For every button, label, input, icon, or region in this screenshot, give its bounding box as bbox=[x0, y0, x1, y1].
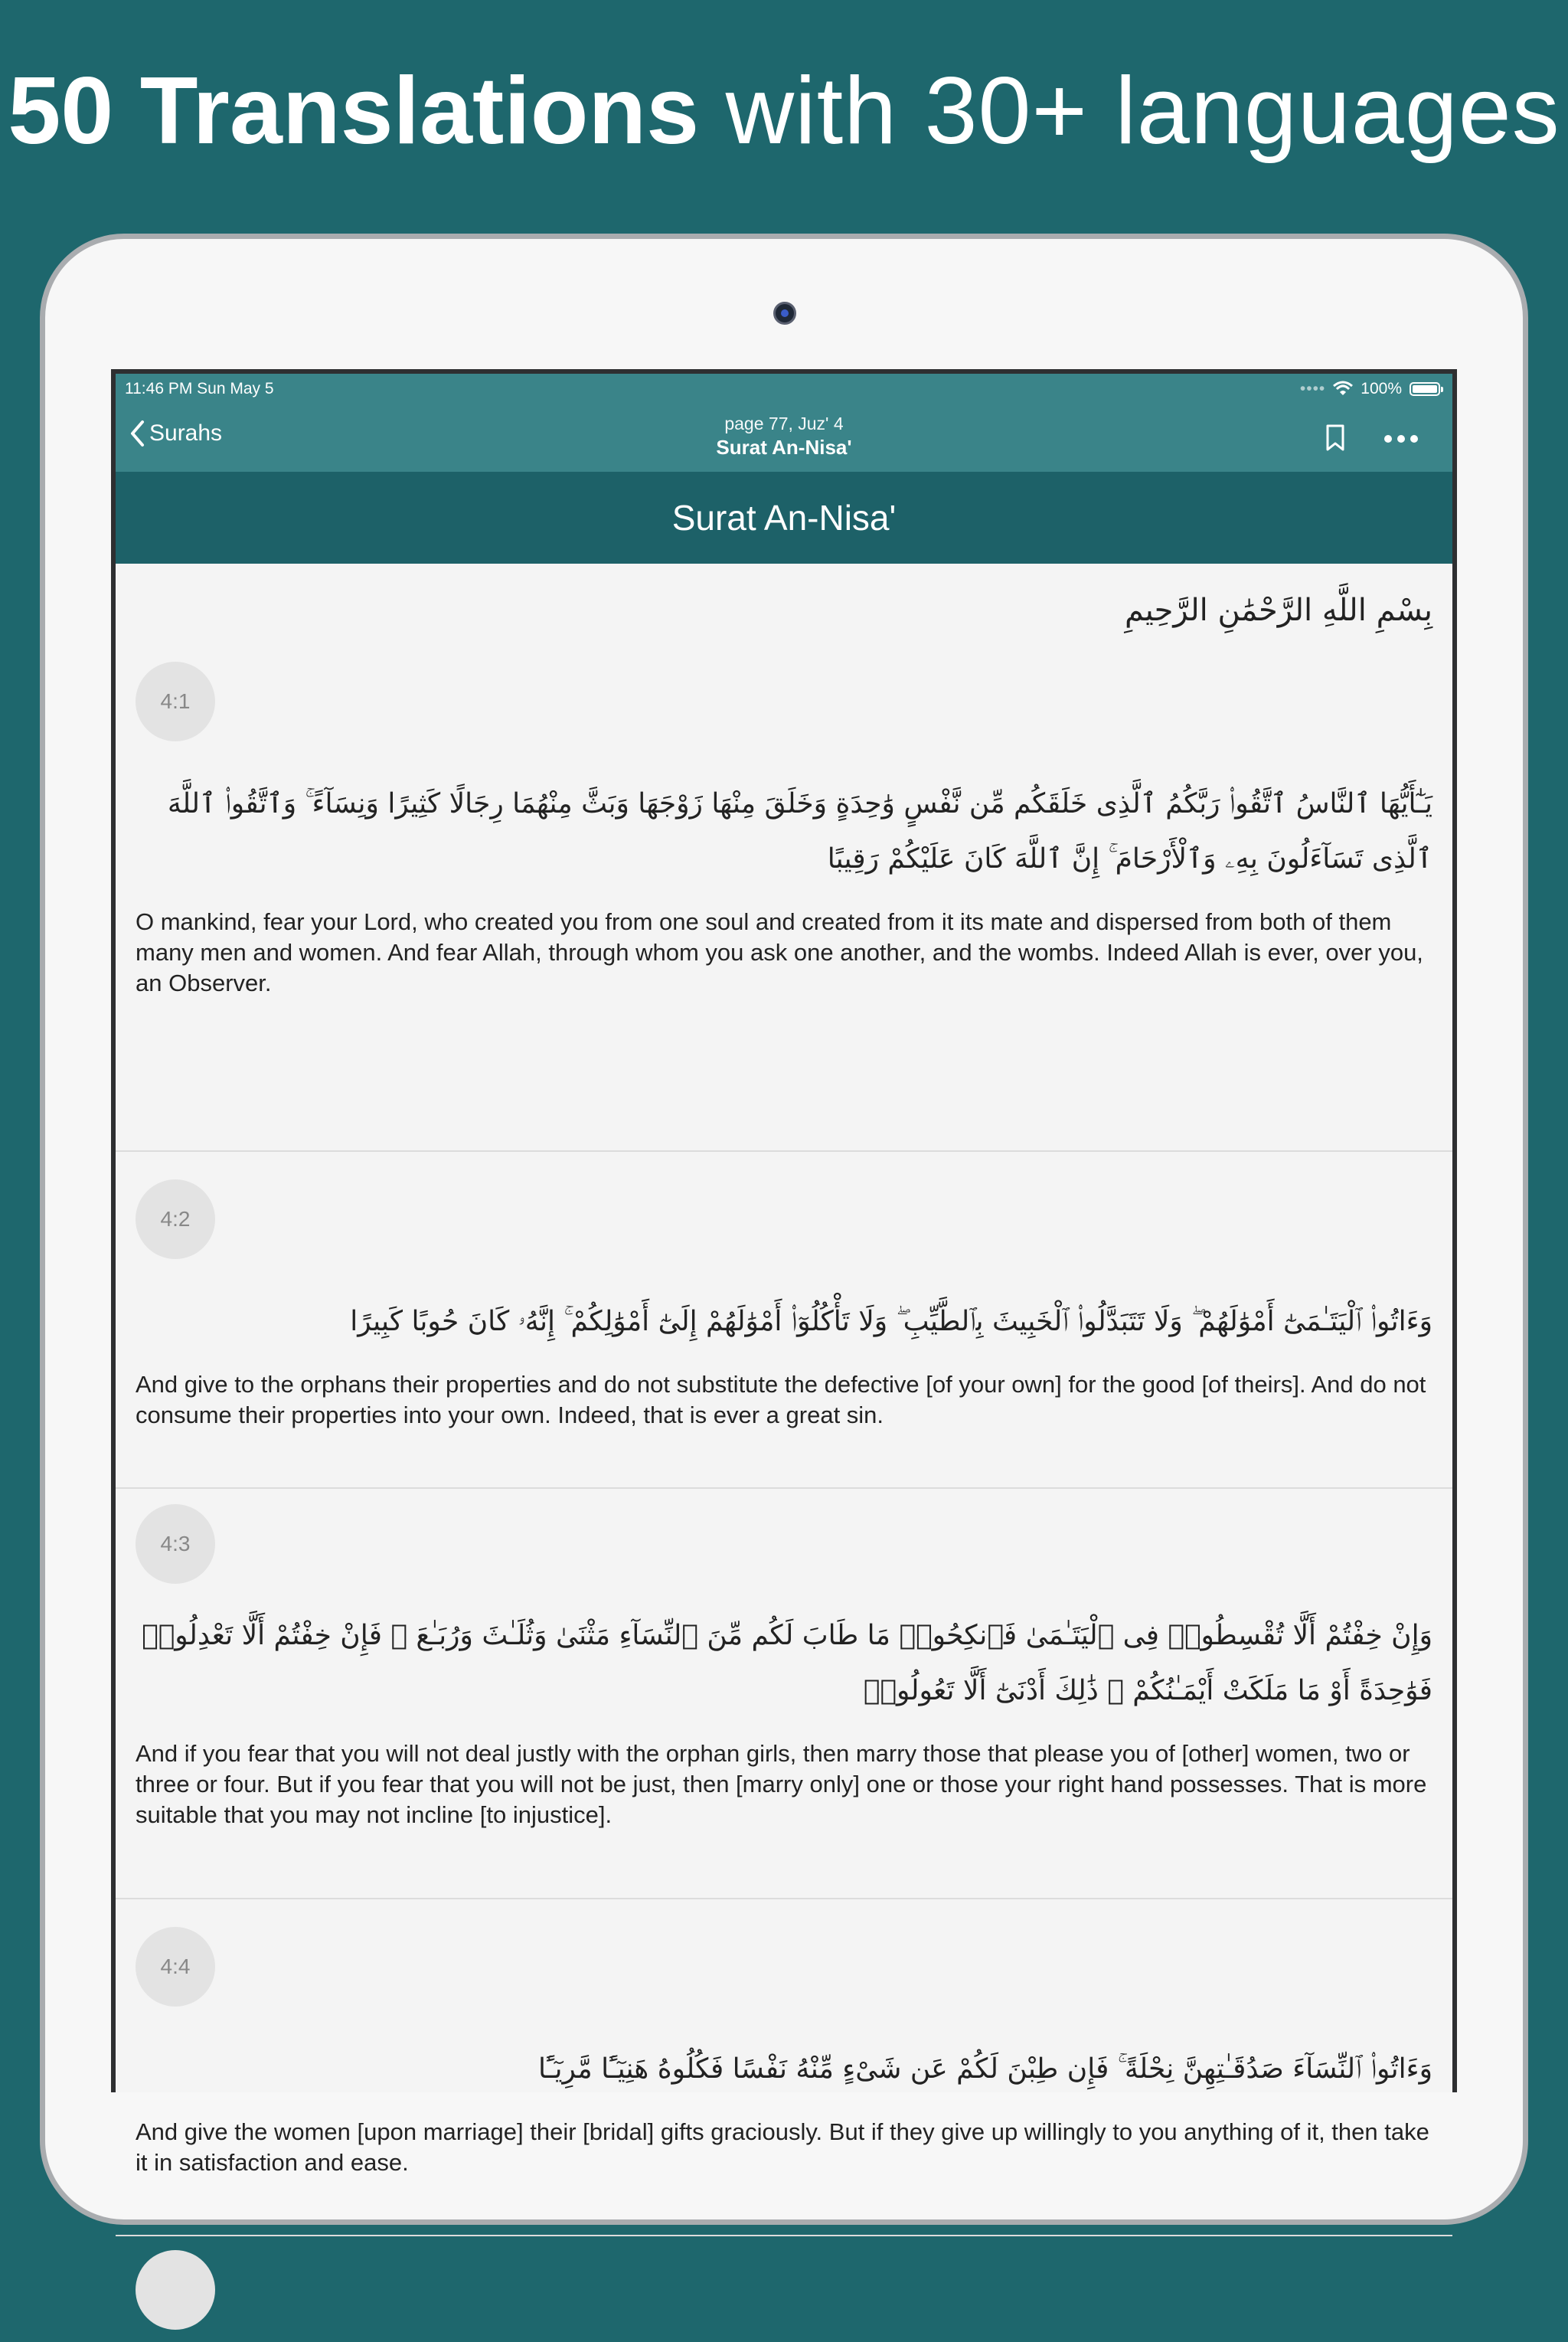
verse-translation: O mankind, fear your Lord, who created you from one soul and created from it its mate and dispersed from both of them many men and women. And fear Allah, through whom you ask one another, and the wombs. Indeed Allah is ever, over you, an Observer. bbox=[136, 908, 1423, 996]
camera-icon bbox=[773, 302, 796, 325]
bookmark-button[interactable] bbox=[1325, 424, 1345, 456]
verse-arabic: وَءَاتُوا۟ ٱلنِّسَآءَ صَدُقَـٰتِهِنَّ نِحْلَةً ۚ فَإِن طِبْنَ لَكُمْ عَن شَىْءٍ مِّنْهُ نَفْسًا فَكُلُوهُ هَنِيٓـًٔا مَّرِيٓـًٔا bbox=[537, 2053, 1432, 2085]
battery-percent: 100% bbox=[1361, 380, 1402, 397]
verse-number-badge[interactable]: 4:3 bbox=[136, 1504, 215, 1584]
status-right bbox=[1300, 380, 1440, 398]
verse-item[interactable] bbox=[116, 1504, 1452, 1899]
surah-header: Surat An-Nisa' bbox=[116, 472, 1452, 564]
verse-item-partial[interactable] bbox=[116, 2250, 1452, 2342]
verse-list[interactable] bbox=[116, 564, 1452, 2342]
back-label: Surahs bbox=[149, 420, 223, 446]
nav-title-group bbox=[116, 414, 1452, 460]
page-juz-label: page 77, Juz' 4 bbox=[724, 414, 844, 433]
signal-dots-icon: •••• bbox=[1299, 380, 1326, 397]
verse-arabic: وَءَاتُوا۟ ٱلْيَتَـٰمَىٰٓ أَمْوَٰلَهُمْ ۖ وَلَا تَتَبَدَّلُوا۟ ٱلْخَبِيثَ بِٱلطَّيِّبِ ۖ وَلَا تَأْكُلُوٓا۟ أَمْوَٰلَهُمْ إِلَىٰٓ أَمْوَٰلِكُمْ ۚ إِنَّهُۥ كَانَ حُوبًا كَبِيرًا bbox=[350, 1306, 1432, 1337]
verse-arabic: يَـٰٓأَيُّهَا ٱلنَّاسُ ٱتَّقُوا۟ رَبَّكُمُ ٱلَّذِى خَلَقَكُم مِّن نَّفْسٍ وَٰحِدَةٍ وَخَلَقَ مِنْهَا زَوْجَهَا وَبَثَّ مِنْهُمَا رِجَالًا كَثِيرًا وَنِسَآءً ۚ وَٱتَّقُوا۟ ٱللَّهَ ٱلَّذِى تَسَآءَلُونَ بِهِۦ وَٱلْأَرْحَامَ ۚ إِنَّ ٱللَّهَ كَانَ عَلَيْكُمْ رَقِيبًا bbox=[167, 788, 1432, 875]
status-time: 11:46 PM Sun May 5 bbox=[125, 380, 274, 397]
more-options-button[interactable] bbox=[1383, 433, 1419, 447]
verse-arabic: وَإِنْ خِفْتُمْ أَلَّا تُقْسِطُوا۟ فِى ٱلْيَتَـٰمَىٰ فَٱنكِحُوا۟ مَا طَابَ لَكُم مِّنَ ٱلنِّسَآءِ مَثْنَىٰ وَثُلَـٰثَ وَرُبَـٰعَ ۖ فَإِنْ خِفْتُمْ أَلَّا تَعْدِلُوا۟ فَوَٰحِدَةً أَوْ مَا مَلَكَتْ أَيْمَـٰنُكُمْ ۚ ذَٰلِكَ أَدْنَىٰٓ أَلَّا تَعُولُوا۟ bbox=[142, 1620, 1432, 1706]
verse-item[interactable] bbox=[116, 1179, 1452, 1489]
verse-item[interactable] bbox=[116, 662, 1452, 1152]
promo-headline bbox=[0, 46, 1568, 176]
app-screen bbox=[111, 369, 1457, 2176]
verse-number-badge[interactable]: 4:2 bbox=[136, 1179, 215, 1259]
status-bar bbox=[116, 374, 1452, 404]
headline-light: with 30+ languages bbox=[725, 58, 1560, 164]
bookmark-icon bbox=[1325, 424, 1345, 452]
verse-number-badge-partial[interactable] bbox=[136, 2250, 215, 2330]
verse-translation: And if you fear that you will not deal justly with the orphan girls, then marry those that please you of [other] women, two or three or four. But if you fear that you will not be just, then [marry only] one or those your right hand possesses. That is more suitable that you may not incline [to injustice]. bbox=[136, 1740, 1427, 1828]
ellipsis-icon bbox=[1383, 434, 1419, 443]
verse-translation: And give to the orphans their properties and do not substitute the defective [of your own] for the good [of theirs]. And do not consume their properties into your own. Indeed, that is ever a great sin. bbox=[136, 1371, 1426, 1428]
nav-title: Surat An-Nisa' bbox=[716, 436, 852, 459]
navigation-bar bbox=[116, 404, 1452, 472]
bismillah: بِسْمِ اللَّهِ الرَّحْمَٰنِ الرَّحِيمِ bbox=[1124, 593, 1432, 628]
wifi-icon bbox=[1333, 381, 1353, 397]
verse-item[interactable] bbox=[116, 1927, 1452, 2236]
battery-icon bbox=[1410, 382, 1440, 396]
verse-translation: And give the women [upon marriage] their [bridal] gifts graciously. But if they give up willingly to you anything of it, then take it in satisfaction and ease. bbox=[136, 2118, 1429, 2176]
headline-bold: 50 Translations bbox=[8, 58, 700, 164]
verse-number-badge[interactable]: 4:4 bbox=[136, 1927, 215, 2007]
verse-number-badge[interactable]: 4:1 bbox=[136, 662, 215, 741]
